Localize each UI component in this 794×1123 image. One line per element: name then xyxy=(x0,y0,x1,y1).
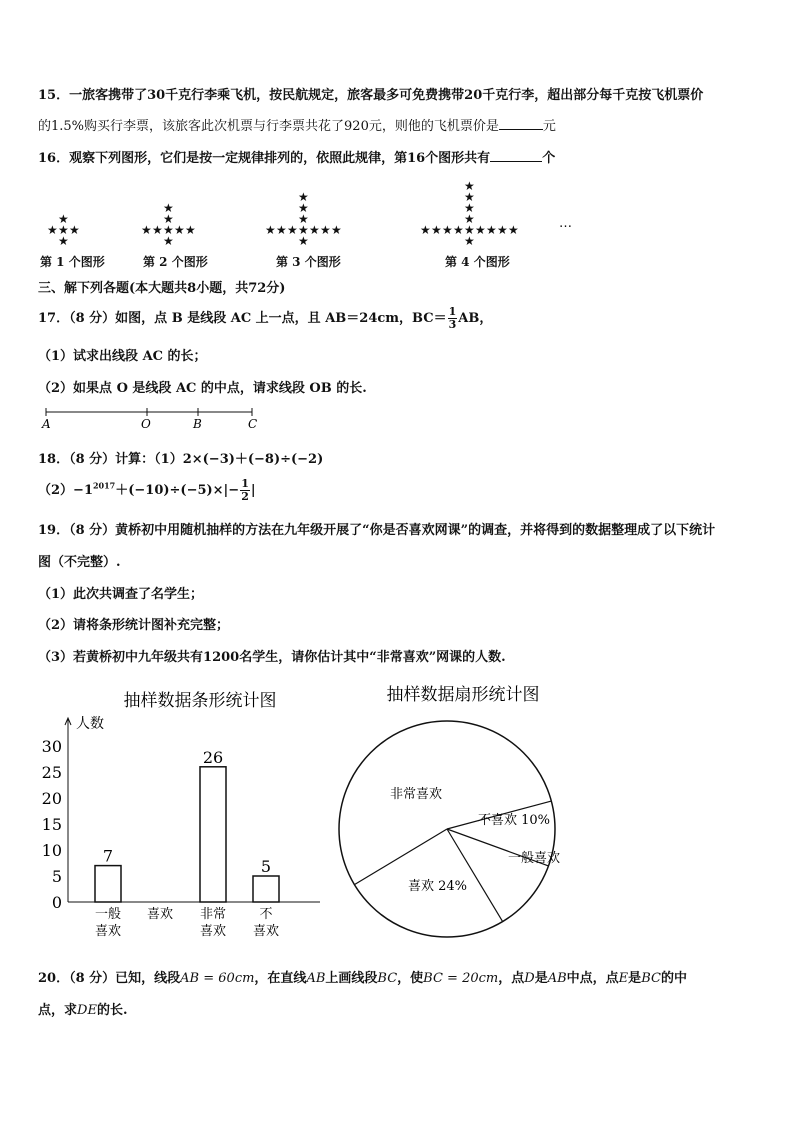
star-icon: ★ xyxy=(163,212,174,226)
star-icon: ★ xyxy=(265,223,276,237)
y-tick-label: 10 xyxy=(41,841,62,860)
math-bc-2: BC xyxy=(641,971,661,986)
q20-text-i: 的中 xyxy=(660,971,687,986)
x-tick-label: 喜欢 xyxy=(252,924,280,939)
q15-line2-text: 的1.5%购买行李票，该旅客此次机票与行李票共花了920元，则他的飞机票价是 xyxy=(38,119,499,134)
q18-part1: 18．（8 分）计算：（1）2×(−3)＋(−8)÷(−2) xyxy=(38,452,324,467)
star-icon: ★ xyxy=(464,179,475,193)
q19-part1: （1）此次共调查了名学生； xyxy=(38,587,204,602)
q18-part2-b: ＋(−10)÷(−5)×|− xyxy=(115,483,240,498)
q20-text-c: 上画线段 xyxy=(325,971,378,986)
star-icon: ★ xyxy=(508,223,519,237)
star-icon: ★ xyxy=(420,223,431,237)
star-icon: ★ xyxy=(475,223,486,237)
star-icon: ★ xyxy=(309,223,320,237)
fraction-one-half xyxy=(240,478,250,503)
bar-chart-title: 抽样数据条形统计图 xyxy=(123,691,277,711)
math-ab-2: AB xyxy=(547,971,567,986)
slice-label: 不喜欢 10% xyxy=(478,813,551,828)
math-ab: AB xyxy=(306,971,326,986)
q15-unit: 元 xyxy=(542,119,556,134)
slice-label: 非常喜欢 xyxy=(390,787,443,802)
bar xyxy=(95,866,121,902)
star-icon: ★ xyxy=(47,223,58,237)
y-tick-label: 0 xyxy=(51,893,62,912)
star-icon: ★ xyxy=(453,223,464,237)
math-bc-eq: BC = 20cm xyxy=(423,971,499,986)
star-icon: ★ xyxy=(58,223,69,237)
q17-part2: （2）如果点 O 是线段 AC 的中点，请求线段 OB 的长. xyxy=(38,381,367,396)
q15-line1: 15．一旅客携带了30千克行李乘飞机，按民航规定，旅客最多可免费携带20千克行李，超出部分每千克按飞机票价 xyxy=(38,88,704,103)
star-icon: ★ xyxy=(431,223,442,237)
ellipsis: … xyxy=(559,216,572,231)
star-icon: ★ xyxy=(58,212,69,226)
x-tick-label: 喜欢 xyxy=(199,924,227,939)
x-tick-label: 不 xyxy=(259,907,273,922)
q20-line2 xyxy=(38,999,127,1018)
q20-text-f: 是 xyxy=(534,971,548,986)
x-tick-label: 一般 xyxy=(94,907,122,922)
figure-2-label: 第 2 个图形 xyxy=(143,255,208,269)
q17-stem xyxy=(38,306,492,331)
figure-1-label: 第 1 个图形 xyxy=(40,255,105,269)
q20-text-g: 中点，点 xyxy=(566,971,619,986)
q19-part3: （3）若黄桥初中九年级共有1200名学生，请你估计其中“非常喜欢”网课的人数. xyxy=(38,650,506,665)
bar-value-label: 26 xyxy=(202,747,224,767)
slice-label: 一般喜欢 xyxy=(508,851,561,866)
math-d: D xyxy=(524,971,535,986)
q20-text-k: 的长. xyxy=(96,1003,128,1018)
fraction-one-third xyxy=(448,306,458,331)
x-tick-label: 非常 xyxy=(199,907,227,922)
star-icon: ★ xyxy=(331,223,342,237)
point-c-label: C xyxy=(248,417,258,431)
y-tick-label: 20 xyxy=(41,789,62,808)
q16-text: 16．观察下列图形，它们是按一定规律排列的，依照此规律，第16个图形共有 xyxy=(38,151,491,166)
q18-part2 xyxy=(38,478,256,503)
star-icon: ★ xyxy=(464,223,475,237)
star-icon: ★ xyxy=(298,234,309,248)
fraction-denominator: 3 xyxy=(448,318,457,331)
star-icon: ★ xyxy=(497,223,508,237)
star-icon: ★ xyxy=(320,223,331,237)
star-icon: ★ xyxy=(464,234,475,248)
star-icon: ★ xyxy=(464,190,475,204)
bar xyxy=(200,767,226,902)
q20-text-e: ，点 xyxy=(498,971,525,986)
q18-part2-a: （2）−1 xyxy=(38,483,93,498)
bar-value-label: 7 xyxy=(102,846,114,866)
star-icon: ★ xyxy=(298,223,309,237)
q17-part1: （1）试求出线段 AC 的长； xyxy=(38,349,207,364)
q18-part2-c: | xyxy=(250,483,256,498)
star-icon: ★ xyxy=(298,190,309,204)
q20-text-a: 20．（8 分）已知，线段 xyxy=(38,971,181,986)
answer-blank xyxy=(499,117,543,130)
math-de: DE xyxy=(77,1003,97,1018)
q17-stem-a: 17．（8 分）如图，点 B 是线段 AC 上一点，且 AB＝24cm，BC＝ xyxy=(38,311,447,326)
math-ab-eq: AB = 60cm xyxy=(180,971,255,986)
bar-chart xyxy=(30,676,330,951)
pie-chart-title: 抽样数据扇形统计图 xyxy=(386,685,540,705)
q19-line1: 19．（8 分）黄桥初中用随机抽样的方法在九年级开展了“你是否喜欢网课”的调查，并将得到的数据整理成了以下统计 xyxy=(38,523,716,538)
star-icon: ★ xyxy=(464,212,475,226)
slice-label: 喜欢 24% xyxy=(408,879,468,894)
fraction-numerator: 1 xyxy=(448,305,457,318)
star-icon: ★ xyxy=(464,201,475,215)
star-icon: ★ xyxy=(185,223,196,237)
math-bc: BC xyxy=(377,971,398,986)
exponent: 2017 xyxy=(92,480,116,491)
star-icon: ★ xyxy=(442,223,453,237)
bar-chart-ylabel: 人数 xyxy=(76,716,104,732)
star-icon: ★ xyxy=(152,223,163,237)
q20-line1 xyxy=(38,967,687,986)
q20-text-b: ，在直线 xyxy=(254,971,307,986)
star-icon: ★ xyxy=(298,201,309,215)
star-icon: ★ xyxy=(276,223,287,237)
q20-text-d: ，使 xyxy=(397,971,424,986)
y-tick-label: 15 xyxy=(41,815,62,834)
bar xyxy=(253,876,279,902)
q20-text-h: 是 xyxy=(628,971,642,986)
point-o-label: O xyxy=(141,417,151,431)
x-tick-label: 喜欢 xyxy=(94,924,122,939)
y-tick-label: 5 xyxy=(51,867,62,886)
x-tick-label: 喜欢 xyxy=(146,907,174,922)
star-icon: ★ xyxy=(174,223,185,237)
point-a-label: A xyxy=(42,417,51,431)
q15-line2 xyxy=(38,115,556,134)
y-tick-label: 30 xyxy=(41,737,62,756)
segment-diagram xyxy=(38,406,268,432)
star-icon: ★ xyxy=(58,234,69,248)
q17-stem-b: AB， xyxy=(458,311,493,326)
q20-text-j: 点，求 xyxy=(38,1003,78,1018)
fraction-numerator: 1 xyxy=(241,477,249,490)
star-icon: ★ xyxy=(298,212,309,226)
pie-chart xyxy=(330,676,590,946)
star-icon: ★ xyxy=(163,223,174,237)
q19-part2: （2）请将条形统计图补充完整； xyxy=(38,618,230,633)
star-icon: ★ xyxy=(486,223,497,237)
point-b-label: B xyxy=(193,417,202,431)
q16-unit: 个 xyxy=(542,151,556,166)
figure-3-label: 第 3 个图形 xyxy=(276,255,341,269)
star-icon: ★ xyxy=(163,201,174,215)
q19-line2: 图（不完整）. xyxy=(38,555,121,570)
q16-stem xyxy=(38,147,555,166)
star-icon: ★ xyxy=(287,223,298,237)
star-icon: ★ xyxy=(141,223,152,237)
fraction-denominator: 2 xyxy=(241,490,249,503)
bar-value-label: 5 xyxy=(260,857,272,876)
section-heading: 三、解下列各题(本大题共8小题，共72分) xyxy=(38,281,286,296)
star-icon: ★ xyxy=(69,223,80,237)
y-tick-label: 25 xyxy=(41,763,62,782)
answer-blank xyxy=(490,149,542,162)
math-e: E xyxy=(618,971,629,986)
star-icon: ★ xyxy=(163,234,174,248)
figure-4-label: 第 4 个图形 xyxy=(445,255,510,269)
